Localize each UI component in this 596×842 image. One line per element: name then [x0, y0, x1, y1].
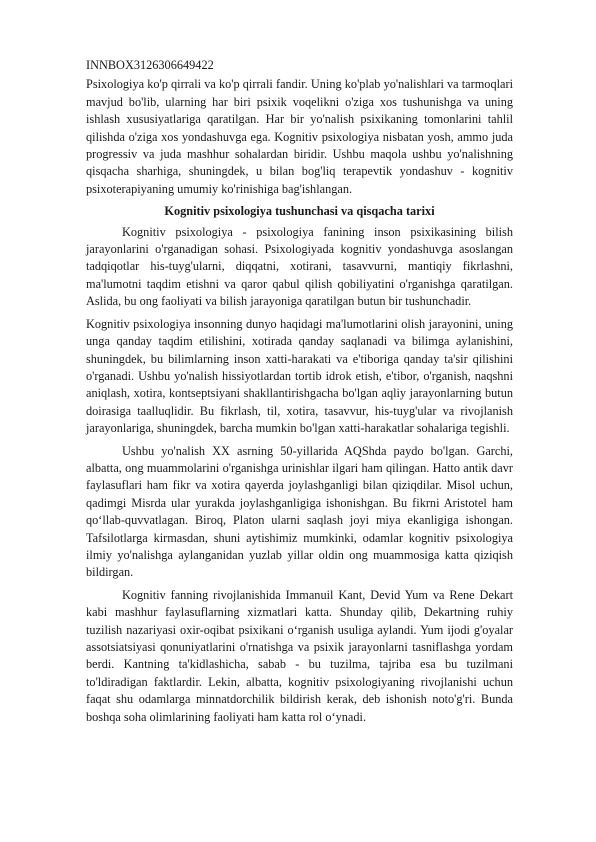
intro-paragraph: Psixologiya ko'p qirrali va ko'p qirrali fandir. Uning ko'plab yo'nalishlari va tarmoqlari mavjud bo'lib, ularning har biri psixik voqelikni o'ziga xos tushunishga va uning ishlash xususiyatlariga qaratilgan. Har bir yo'nalish psixikaning tomonlarini tahlil qilishda o'ziga xos yondashuvga ega. Kognitiv psixologiya nisbatan yosh, ammo juda progressiv va juda mashhur sohalardan biridir. Ushbu maqola ushbu yo'nalishning qisqacha sharhiga, shuningdek, u bilan bog'liq terapevtik yondashuv - kognitiv psixoterapiyaning umumiy ko'rinishiga bag'ishlangan. — [86, 77, 513, 196]
document-page — [86, 57, 513, 731]
paragraph-2: Kognitiv psixologiya insonning dunyo haqidagi ma'lumotlarini olish jarayonini, uning unga qanday taqdim etilishini, xotirada qanday saqlanadi va bilimga aylanishini, shuningdek, bu bilimlarning inson xatti-harakati va e'tiboriga qanday ta'sir qilishini o'rganadi. Ushbu yo'nalish hissiyotlardan tortib idrok etish, e'tibor, o'rganish, naqshni aniqlash, xotira, kontseptsiyani shakllantirishgacha bo'lgan aqliy jarayonlarning butun doirasiga taalluqlidir. Bu fikrlash, til, xotira, tasavvur, his-tuyg'ular va rivojlanish jarayonlariga, shuningdek, barcha mumkin bo'lgan xatti-harakatlar sohalariga tegishli. — [86, 316, 513, 436]
document-id: INNBOX3126306649422 — [86, 58, 214, 72]
paragraph-3: Ushbu yo'nalish XX asrning 50-yillarida AQShda paydo bo'lgan. Garchi, albatta, ong muammolarini o'rganishga urinishlar ilgari ham qilingan. Hatto antik davr faylasuflari ham fikr va xotira qayerda joylashganligi bilan qiziqdilar. Misol uchun, qadimgi Misrda ular yurakda joylashganligiga ishonishgan. Bu fikrni Aristotel ham qo‘llab-quvvatlagan. Biroq, Platon ularni saqlash joyi miya ekanligiga ishongan. Tafsilotlarga kirmasdan, shuni aytishimiz mumkinki, odamlar kognitiv psixologiya ilmiy yo'nalishga aylanganidan yuzlab yillar oldin ong muammosiga katta qiziqish bildirgan. — [86, 443, 513, 580]
section-heading: Kognitiv psixologiya tushunchasi va qisqacha tarixi — [164, 204, 435, 219]
paragraph-4: Kognitiv fanning rivojlanishida Immanuil Kant, Devid Yum va Rene Dekart kabi mashhur faylasuflarning xizmatlari katta. Shunday qilib, Dekartning ruhiy tuzilish nazariyasi oxir-oqibat psixikani o‘rganish usuliga aylandi. Yum ijodi g'oyalar assotsiatsiyasi qonuniyatlarini o'rnatishga va psixik jarayonlarni tasniflashga yordam berdi. Kantning ta'kidlashicha, sabab - bu tuzilma, tajriba esa bu tuzilmani to'ldiradigan faktlardir. Lekin, albatta, kognitiv psixologiyaning rivojlanishi uchun faqat shu odamlarga minnatdorchilik bildirish kerak, deb ishonish noto'g'ri. Bunda boshqa soha olimlarining faoliyati ham katta rol o‘ynadi. — [86, 587, 513, 724]
paragraph-1: Kognitiv psixologiya - psixologiya fanining inson psixikasining bilish jarayonlarini o'rganadigan sohasi. Psixologiyada kognitiv yondashuvga asoslangan tadqiqotlar his-tuyg'ularni, diqqatni, xotirani, tasavvurni, mantiqiy fikrlashni, ma'lumotni taqdim etishni va qaror qabul qilish qobiliyatini o'rganishga qaratilgan. Aslida, bu ong faoliyati va bilish jarayoniga qaratilgan butun bir tushunchadir. — [86, 224, 513, 309]
